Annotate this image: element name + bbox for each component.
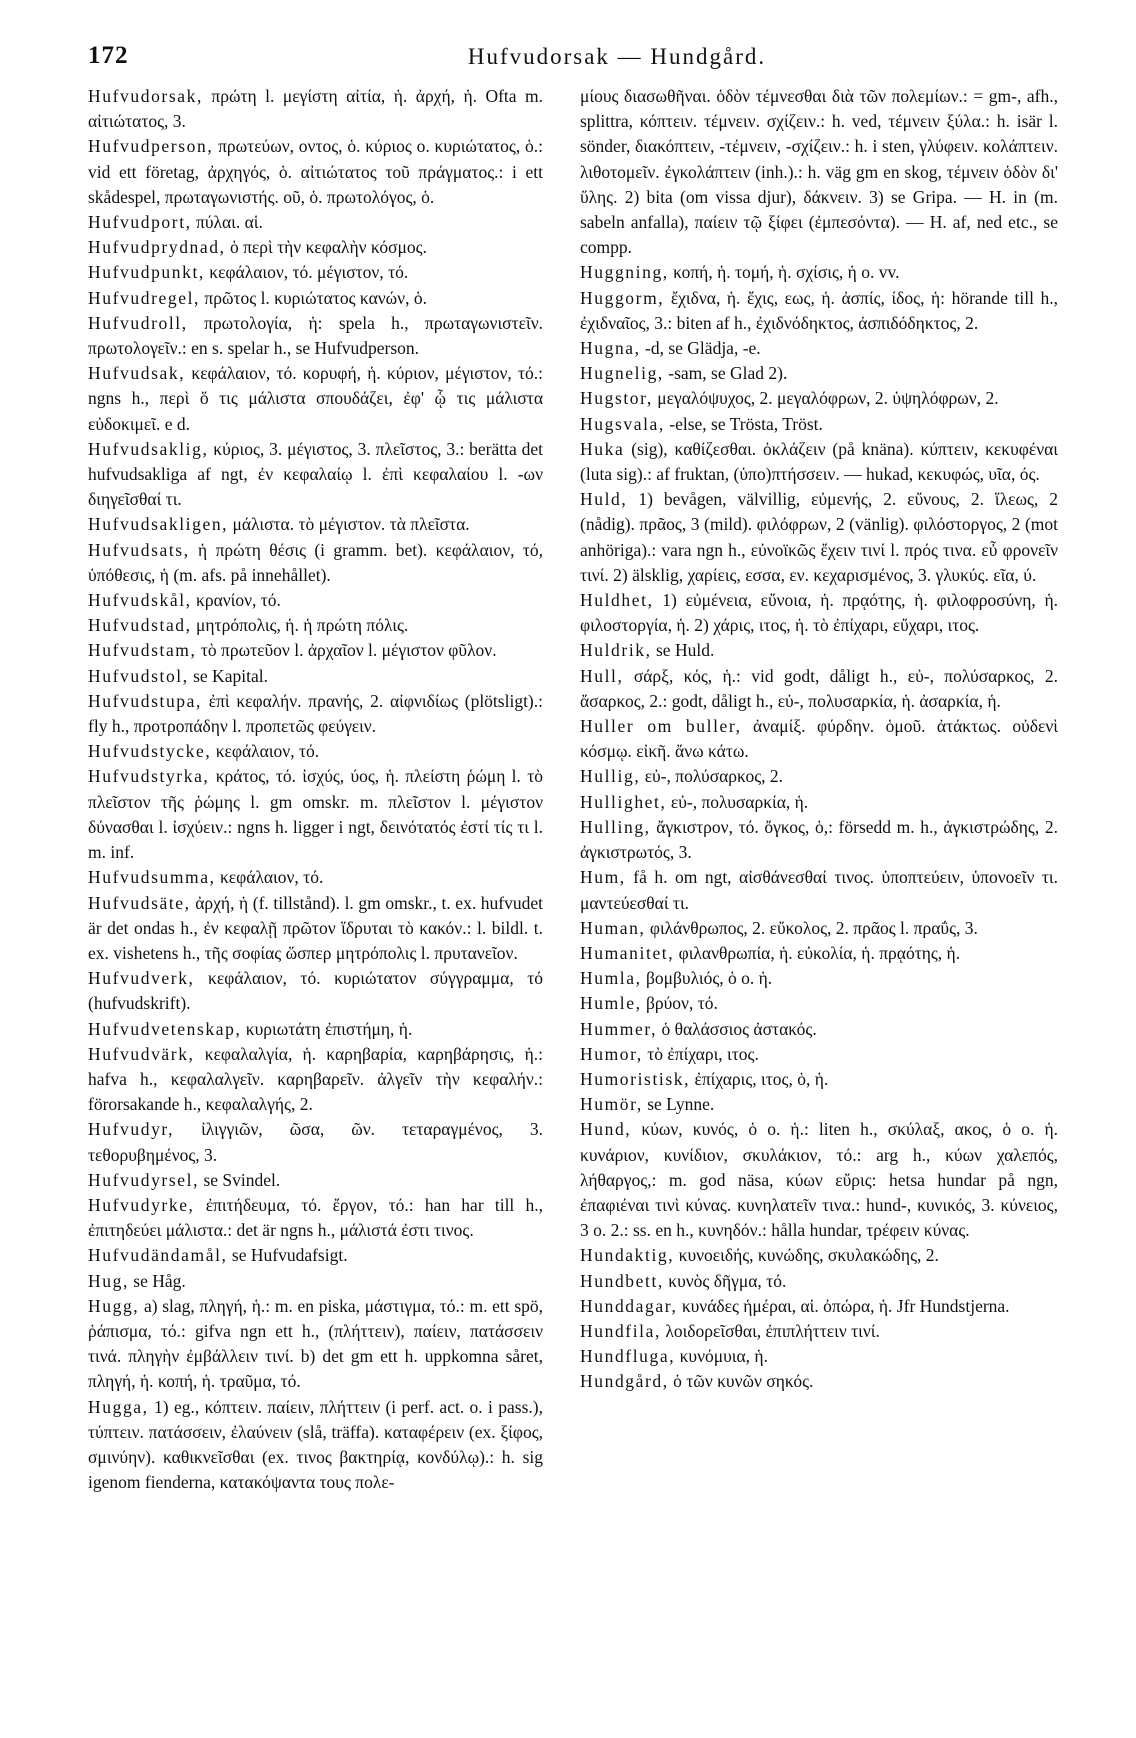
entry-headword: Hufvudändamål, xyxy=(88,1245,228,1266)
entry-definition: ἀρχή, ἡ (f. tillstånd). l. gm omskr., t. ex. hufvudet är det ondas h., ἐν κεφαλῇ πρῶτον ἵδρυται τὸ κακόν.: l. bildl. t. ex. vishetens h., τῆς σοφίας ὥσπερ μητρόπολις l. πρυτανεῖον. xyxy=(88,892,543,963)
dictionary-entry xyxy=(580,1294,1058,1319)
entry-headword: Hufvudsäte, xyxy=(88,892,191,913)
dictionary-entry xyxy=(580,1369,1058,1394)
entry-headword: Hufvudstyrka, xyxy=(88,766,210,787)
entry-headword: Hugsvala, xyxy=(580,413,665,434)
dictionary-entry xyxy=(88,1117,543,1167)
entry-headword: Humanitet, xyxy=(580,942,675,963)
entry-definition: τὸ πρωτεῦον l. ἀρχαῖον l. μέγιστον φῦλον. xyxy=(196,640,497,661)
entry-headword: Hufvudstam, xyxy=(88,640,197,661)
entry-definition: κεφάλαιον, τό. κορυφή, ἡ. κύριον, μέγιστον, τό.: ngns h., περὶ ὅ τις μάλιστα σπουδάζει, ἐφ' ᾧ τις μάλιστα εὐδοκιμεῖ. e d. xyxy=(88,363,543,434)
entry-headword: Hull, xyxy=(580,665,624,686)
dictionary-entry xyxy=(88,638,543,663)
entry-headword: Huldhet, xyxy=(580,590,654,611)
entry-definition: φιλάνθρωπος, 2. εὔκολος, 2. πρᾶος l. πραΰς, 3. xyxy=(645,917,978,938)
entry-headword: Hufvudsumma, xyxy=(88,867,216,888)
entry-definition: a) slag, πληγή, ἡ.: m. en piska, μάστιγμα, τό.: m. ett spö, ῥάπισμα, τό.: gifva ngn ett h., (πλήττειν), παίειν, πατάσσειν τινά. πληγὴν ἐμβάλλειν τινί. b) det gm ett h. uppkomna såret, πληγή, ἡ. κοπή, ἡ. τραῦμα, τό. xyxy=(88,1295,543,1392)
entry-headword: Hullig, xyxy=(580,766,641,787)
running-title: Hufvudorsak — Hundgård. xyxy=(467,44,767,69)
dictionary-entry xyxy=(88,613,543,638)
entry-definition: se Svindel. xyxy=(199,1169,281,1190)
entry-headword: Huld, xyxy=(580,489,628,510)
entry-definition: σάρξ, κός, ἡ.: vid godt, dåligt h., εὐ-, πολύσαρκος, 2. ἄσαρκος, 2.: godt, dåligt h., εὐ-, πολυσαρκία, ἡ. ἀσαρκία, ἡ. xyxy=(580,665,1058,711)
entry-headword: Huggorm, xyxy=(580,287,665,308)
entry-headword: Humör, xyxy=(580,1094,643,1115)
dictionary-entry xyxy=(88,260,543,285)
dictionary-entry xyxy=(580,1344,1058,1369)
dictionary-entry xyxy=(88,210,543,235)
entry-headword: Hufvudstupa, xyxy=(88,690,202,711)
dictionary-entry xyxy=(88,512,543,537)
dictionary-entry xyxy=(88,235,543,260)
dictionary-entry xyxy=(580,1243,1058,1268)
dictionary-entry xyxy=(88,361,543,437)
entry-definition: πρῶτος l. κυριώτατος κανών, ὁ. xyxy=(200,287,427,308)
entry-definition: κοπή, ἡ. τομή, ἡ. σχίσις, ἡ o. vv. xyxy=(668,262,900,283)
entry-definition: τὸ ἐπίχαρι, ιτος. xyxy=(642,1043,759,1064)
dictionary-entry xyxy=(88,286,543,311)
entry-headword: Hullighet, xyxy=(580,791,667,812)
dictionary-entry xyxy=(88,134,543,210)
dictionary-entry xyxy=(88,437,543,513)
entry-definition: få h. om ngt, αἰσθάνεσθαί τινος. ὑποπτεύειν, ὑπονοεῖν τι. μαντεύεσθαί τι. xyxy=(580,867,1058,913)
entry-definition: (sig), καθίζεσθαι. ὀκλάζειν (på knäna). κύπτειν, κεκυφέναι (luta sig).: af fruktan, (ὑπο)πτήσσειν. — hukad, κεκυφώς, υῖα, ός. xyxy=(580,438,1058,485)
entry-definition: κεφάλαιον, τό. μέγιστον, τό. xyxy=(204,262,409,283)
entry-headword: Hufvudsaklig, xyxy=(88,438,209,459)
entry-headword: Hundbett, xyxy=(580,1270,664,1291)
dictionary-entry xyxy=(580,84,1058,260)
entry-definition: κυνόμυια, ἡ. xyxy=(675,1346,768,1367)
dictionary-entry xyxy=(580,588,1058,638)
entry-definition: κύων, κυνός, ὁ o. ἡ.: liten h., σκύλαξ, ακος, ὁ o. ἡ. κυνάριον, κυνίδιον, σκυλάκιον, τό.: arg h., κύων χαλεπός, λήθαργος,: m. god näsa, κύων εὔρις: hetsa hundar på ngn, ἐπαφιέναι τινὶ κύνας. κυνηλατεῖν τινα.: hund-, κυνικός, 3. κύνειος, 3 o. 2.: ss. en h., κυνηδόν.: hålla hundar, τρέφειν κύνας. xyxy=(580,1119,1058,1241)
entry-definition: se Lynne. xyxy=(642,1094,715,1115)
dictionary-entry xyxy=(88,311,543,361)
entry-headword: Humoristisk, xyxy=(580,1068,691,1089)
dictionary-entry xyxy=(580,790,1058,815)
entry-headword: Hunddagar, xyxy=(580,1295,678,1316)
entry-definition: πύλαι. αἱ. xyxy=(191,212,263,233)
dictionary-entry xyxy=(580,487,1058,588)
dictionary-entry xyxy=(88,739,543,764)
entry-headword: Hufvudsats, xyxy=(88,539,190,560)
dictionary-entry xyxy=(88,588,543,613)
entry-headword: Hufvudskål, xyxy=(88,590,192,611)
entry-headword: Human, xyxy=(580,917,646,938)
entry-definition: πρωτολογία, ἡ: spela h., πρωταγωνιστεῖν. πρωτολογεῖν.: en s. spelar h., se Hufvudperson. xyxy=(88,312,543,359)
entry-headword: Hulling, xyxy=(580,816,651,837)
entry-headword: Hufvudperson, xyxy=(88,136,214,157)
left-column xyxy=(88,84,543,1495)
entry-definition: κυνὸς δῆγμα, τό. xyxy=(663,1270,787,1291)
dictionary-entry xyxy=(580,336,1058,361)
dictionary-entry xyxy=(580,386,1058,411)
entry-definition: -sam, se Glad 2). xyxy=(663,363,788,384)
entry-definition: se Huld. xyxy=(651,640,715,661)
entry-headword: Hufvudstycke, xyxy=(88,741,212,762)
dictionary-entry xyxy=(580,714,1058,764)
entry-headword: Hufvudroll, xyxy=(88,312,188,333)
entry-headword: Huldrik, xyxy=(580,640,652,661)
dictionary-entry xyxy=(580,412,1058,437)
entry-headword: Hufvudyrke, xyxy=(88,1194,195,1215)
entry-definition: ὁ τῶν κυνῶν σηκός. xyxy=(668,1371,814,1392)
entry-headword: Hug, xyxy=(88,1270,129,1291)
entry-definition: 1) εὐμένεια, εὔνοια, ἡ. πρᾳότης, ἡ. φιλοφροσύνη, ἡ. φιλοστοργία, ἡ. 2) χάρις, ιτος, ἡ. τὸ ἐπίχαρι, εὔχαρι, ιτος. xyxy=(580,590,1058,636)
dictionary-entry xyxy=(88,84,543,134)
entry-headword: Hufvudvetenskap, xyxy=(88,1018,242,1039)
dictionary-entry xyxy=(88,1395,543,1496)
dictionary-entry xyxy=(580,1042,1058,1067)
dictionary-entry xyxy=(88,1294,543,1395)
dictionary-entry xyxy=(580,1092,1058,1117)
dictionary-entry xyxy=(580,1117,1058,1243)
dictionary-entry xyxy=(580,286,1058,336)
entry-headword: Hufvudport, xyxy=(88,212,192,233)
entry-headword: Hufvudstad, xyxy=(88,615,192,636)
dictionary-entry xyxy=(88,764,543,865)
entry-definition: λοιδορεῖσθαι, ἐπιπλήττειν τινί. xyxy=(660,1320,880,1341)
entry-headword: Hufvudstol, xyxy=(88,665,189,686)
entry-definition: πρωτεύων, οντος, ὁ. κύριος o. κυριώτατος, ὁ.: vid ett företag, ἀρχηγός, ὁ. αἰτιώτατος τοῦ πράγματος.: i ett skådespel, πρωταγωνιστής. οῦ, ὁ. πρωτολόγος, ὁ. xyxy=(88,136,543,207)
entry-definition: 1) eg., κόπτειν. παίειν, πλήττειν (i perf. act. o. i pass.), τύπτειν. πατάσσειν, ἐλαύνειν (slå, träffa). καταφέρειν (ex. ξίφος, σμινύην). καθικνεῖσθαι (ex. τινος βακτηρίᾳ, κονδύλῳ).: h. sig igenom fienderna, κατακόψαντα τους πολε- xyxy=(88,1396,543,1493)
entry-headword: Hugstor, xyxy=(580,388,653,409)
entry-definition: μεγαλόψυχος, 2. μεγαλόφρων, 2. ὑψηλόφρων, 2. xyxy=(652,388,999,409)
entry-definition: μάλιστα. τὸ μέγιστον. τὰ πλεῖστα. xyxy=(228,514,470,535)
entry-headword: Hundfila, xyxy=(580,1320,661,1341)
entry-headword: Hufvudsakligen, xyxy=(88,514,229,535)
entry-headword: Hundgård, xyxy=(580,1371,669,1392)
dictionary-entry xyxy=(580,437,1058,487)
dictionary-entry xyxy=(580,764,1058,789)
dictionary-entry xyxy=(580,966,1058,991)
entry-definition: se Hufvudafsigt. xyxy=(227,1245,348,1266)
dictionary-entry xyxy=(580,1067,1058,1092)
dictionary-entry xyxy=(580,916,1058,941)
entry-definition: ἀναμίξ. φύρδην. ὁμοῦ. ἀτάκτως. οὐδενὶ κόσμῳ. εἰκῆ. ἄνω κάτω. xyxy=(580,716,1059,762)
dictionary-entry xyxy=(580,664,1058,714)
entry-definition: κράτος, τό. ἰσχύς, ύος, ἡ. πλείστη ῥώμη l. τὸ πλεῖστον τῆς ῥώμης l. gm omskr. m. πλεῖστον l. μέγιστον δύνασθαι l. ἰσχύειν.: ngns h. ligger i ngt, δεινότατός ἐστί τίς τι l. m. inf. xyxy=(88,766,543,863)
entry-definition: μίους διασωθῆναι. ὁδὸν τέμνεσθαι διὰ τῶν πολεμίων.: = gm-, afh., splittra, κόπτειν. τέμνειν. σχίζειν.: h. ved, τέμνειν ξύλα.: h. isär l. sönder, διακόπτειν, -τέμνειν, -σχίζειν.: h. i sten, γλύφειν. κολάπτειν. λιθοτομεῖν. ἐγκολάπτειν (inh.).: h. väg gm en skog, τέμνειν ὁδὸν δι' ὕλης. 2) bita (om vissa djur), δάκνειν. 3) se Gripa. — H. in (m. sabeln anfalla), παίειν τῷ ξίφει (ἐμπεσόντα). — H. af, ned etc., se compp. xyxy=(580,86,1058,258)
entry-definition: κεφαλαλγία, ἡ. καρηβαρία, καρηβάρησις, ἡ.: hafva h., κεφαλαλγεῖν. καρηβαρεῖν. ἀλγεῖν τὴν κεφαλήν.: förorsakande h., κεφαλαλγής, 2. xyxy=(88,1043,543,1115)
dictionary-entry xyxy=(88,966,543,1016)
entry-definition: -else, se Trösta, Tröst. xyxy=(664,413,823,434)
dictionary-entry xyxy=(580,260,1058,285)
entry-headword: Hufvudyrsel, xyxy=(88,1169,200,1190)
dictionary-entry xyxy=(580,1017,1058,1042)
dictionary-entry xyxy=(88,538,543,588)
dictionary-entry xyxy=(88,1017,543,1042)
dictionary-entry xyxy=(88,1193,543,1243)
entry-headword: Hufvudprydnad, xyxy=(88,237,226,258)
entry-definition: κύριος, 3. μέγιστος, 3. πλεῖστος, 3.: berätta det hufvudsakliga af ngt, ἐν κεφαλαίῳ l. ἐπὶ κεφαλαίου l. -ων διηγεῖσθαί τι. xyxy=(88,438,543,510)
dictionary-entry xyxy=(580,941,1058,966)
entry-definition: ὁ θαλάσσιος ἀστακός. xyxy=(657,1018,817,1039)
entry-definition: εὐ-, πολύσαρκος, 2. xyxy=(640,766,784,787)
entry-definition: 1) bevågen, välvillig, εὐμενής, 2. εὔνους, 2. ἵλεως, 2 (nådig). πρᾶος, 3 (mild). φιλόφρων, 2 (vänlig). φιλόστοργος, 2 (mot anhöriga).: vara ngn h., εὐνοϊκῶς ἔχειν τινί l. πρός τινα. εὖ φρονεῖν τινί. 2) älsklig, χαρίεις, εσσα, εν. κεχαρισμένος, 3. γλυκύς. εῖα, ύ. xyxy=(580,489,1058,585)
entry-definition: κεφάλαιον, τό. xyxy=(211,741,320,762)
entry-headword: Huggning, xyxy=(580,262,669,283)
entry-definition: ἔχιδνα, ἡ. ἔχις, εως, ἡ. ἀσπίς, ίδος, ἡ: hörande till h., ἐχιδναῖος, 3.: biten af h., ἐχιδνόδηκτος, ἀσπιδόδηκτος, 2. xyxy=(580,287,1058,333)
entry-definition: ἰλιγγιῶν, ῶσα, ῶν. τεταραγμένος, 3. τεθορυβημένος, 3. xyxy=(88,1119,543,1165)
entry-headword: Hugga, xyxy=(88,1396,149,1417)
entry-headword: Hugnelig, xyxy=(580,363,664,384)
entry-definition: κεφάλαιον, τό. κυριώτατον σύγγραμμα, τό (hufvudskrift). xyxy=(88,968,543,1014)
entry-headword: Huller om buller, xyxy=(580,716,742,737)
dictionary-entry xyxy=(88,1042,543,1118)
entry-headword: Hufvudyr, xyxy=(88,1119,175,1140)
entry-headword: Hugna, xyxy=(580,338,641,359)
entry-definition: ἡ πρώτη θέσις (i gramm. bet). κεφάλαιον, τό, ὑπόθεσις, ἡ (m. afs. på innehållet). xyxy=(88,539,543,585)
dictionary-entry xyxy=(88,689,543,739)
entry-headword: Humor, xyxy=(580,1043,643,1064)
entry-headword: Hufvudverk, xyxy=(88,968,195,989)
entry-definition: -d, se Glädja, -e. xyxy=(640,338,761,359)
entry-definition: εὐ-, πολυσαρκία, ἡ. xyxy=(666,791,809,812)
entry-definition: ἐπίχαρις, ιτος, ὁ, ἡ. xyxy=(690,1068,829,1089)
entry-headword: Hufvudorsak, xyxy=(88,86,203,106)
entry-headword: Hufvudregel, xyxy=(88,287,201,308)
entry-headword: Hufvudvärk, xyxy=(88,1043,195,1064)
entry-headword: Hund, xyxy=(580,1119,632,1140)
dictionary-entry xyxy=(580,815,1058,865)
entry-definition: μητρόπολις, ἡ. ἡ πρώτη πόλις. xyxy=(191,615,409,636)
entry-definition: ἐπιτήδευμα, τό. ἔργον, τό.: han har till h., ἐπιτηδεύει μάλιστα.: det är ngns h., μάλιστά ἐστι τινος. xyxy=(88,1194,543,1241)
right-column xyxy=(580,84,1058,1395)
entry-definition: κρανίον, τό. xyxy=(191,590,281,611)
dictionary-entry xyxy=(88,891,543,967)
entry-definition: ἄγκιστρον, τό. ὄγκος, ὁ,: försedd m. h., ἀγκιστρώδης, 2. ἀγκιστρωτός, 3. xyxy=(580,816,1058,863)
entry-definition: se Kapital. xyxy=(188,665,268,686)
entry-headword: Hufvudpunkt, xyxy=(88,262,205,283)
entry-definition: πρώτη l. μεγίστη αἰτία, ἡ. ἀρχή, ἡ. Ofta m. αἰτιώτατος, 3. xyxy=(88,86,543,132)
entry-definition: βομβυλιός, ὁ o. ἡ. xyxy=(641,968,773,989)
entry-definition: φιλανθρωπία, ἡ. εὐκολία, ἡ. πρᾳότης, ἡ. xyxy=(674,942,961,963)
entry-definition: ἐπὶ κεφαλήν. πρανής, 2. αἰφνιδίως (plötsligt).: fly h., προτροπάδην l. προπετῶς φεύγειν. xyxy=(88,690,543,737)
dictionary-entry xyxy=(580,1319,1058,1344)
entry-headword: Hummer, xyxy=(580,1018,658,1039)
entry-headword: Huka xyxy=(580,438,625,459)
entry-definition: se Håg. xyxy=(128,1270,186,1291)
entry-definition: βρύον, τό. xyxy=(641,993,718,1014)
dictionary-entry xyxy=(580,361,1058,386)
dictionary-entry xyxy=(580,991,1058,1016)
dictionary-entry xyxy=(580,865,1058,915)
entry-definition: κυριωτάτη ἐπιστήμη, ἡ. xyxy=(241,1018,413,1039)
entry-definition: κυνάδες ἡμέραι, αἱ. ὀπώρα, ἡ. Jfr Hundstjerna. xyxy=(677,1295,1010,1316)
dictionary-entry xyxy=(580,638,1058,663)
entry-headword: Hugg, xyxy=(88,1295,140,1316)
entry-headword: Hundaktig, xyxy=(580,1245,675,1266)
dictionary-entry xyxy=(88,865,543,890)
entry-definition: κεφάλαιον, τό. xyxy=(215,867,324,888)
entry-headword: Humle, xyxy=(580,993,642,1014)
page-number: 172 xyxy=(88,42,129,69)
entry-headword: Hundfluga, xyxy=(580,1346,676,1367)
dictionary-entry xyxy=(88,1269,543,1294)
entry-definition: ὁ περὶ τὴν κεφαλὴν κόσμος. xyxy=(225,237,427,258)
entry-definition: κυνοειδής, κυνώδης, σκυλακώδης, 2. xyxy=(674,1245,939,1266)
dictionary-entry xyxy=(88,664,543,689)
running-head xyxy=(88,42,1066,72)
entry-headword: Humla, xyxy=(580,968,642,989)
dictionary-entry xyxy=(88,1168,543,1193)
entry-headword: Hufvudsak, xyxy=(88,363,186,384)
dictionary-entry xyxy=(580,1269,1058,1294)
entry-headword: Hum, xyxy=(580,867,626,888)
dictionary-entry xyxy=(88,1243,543,1268)
